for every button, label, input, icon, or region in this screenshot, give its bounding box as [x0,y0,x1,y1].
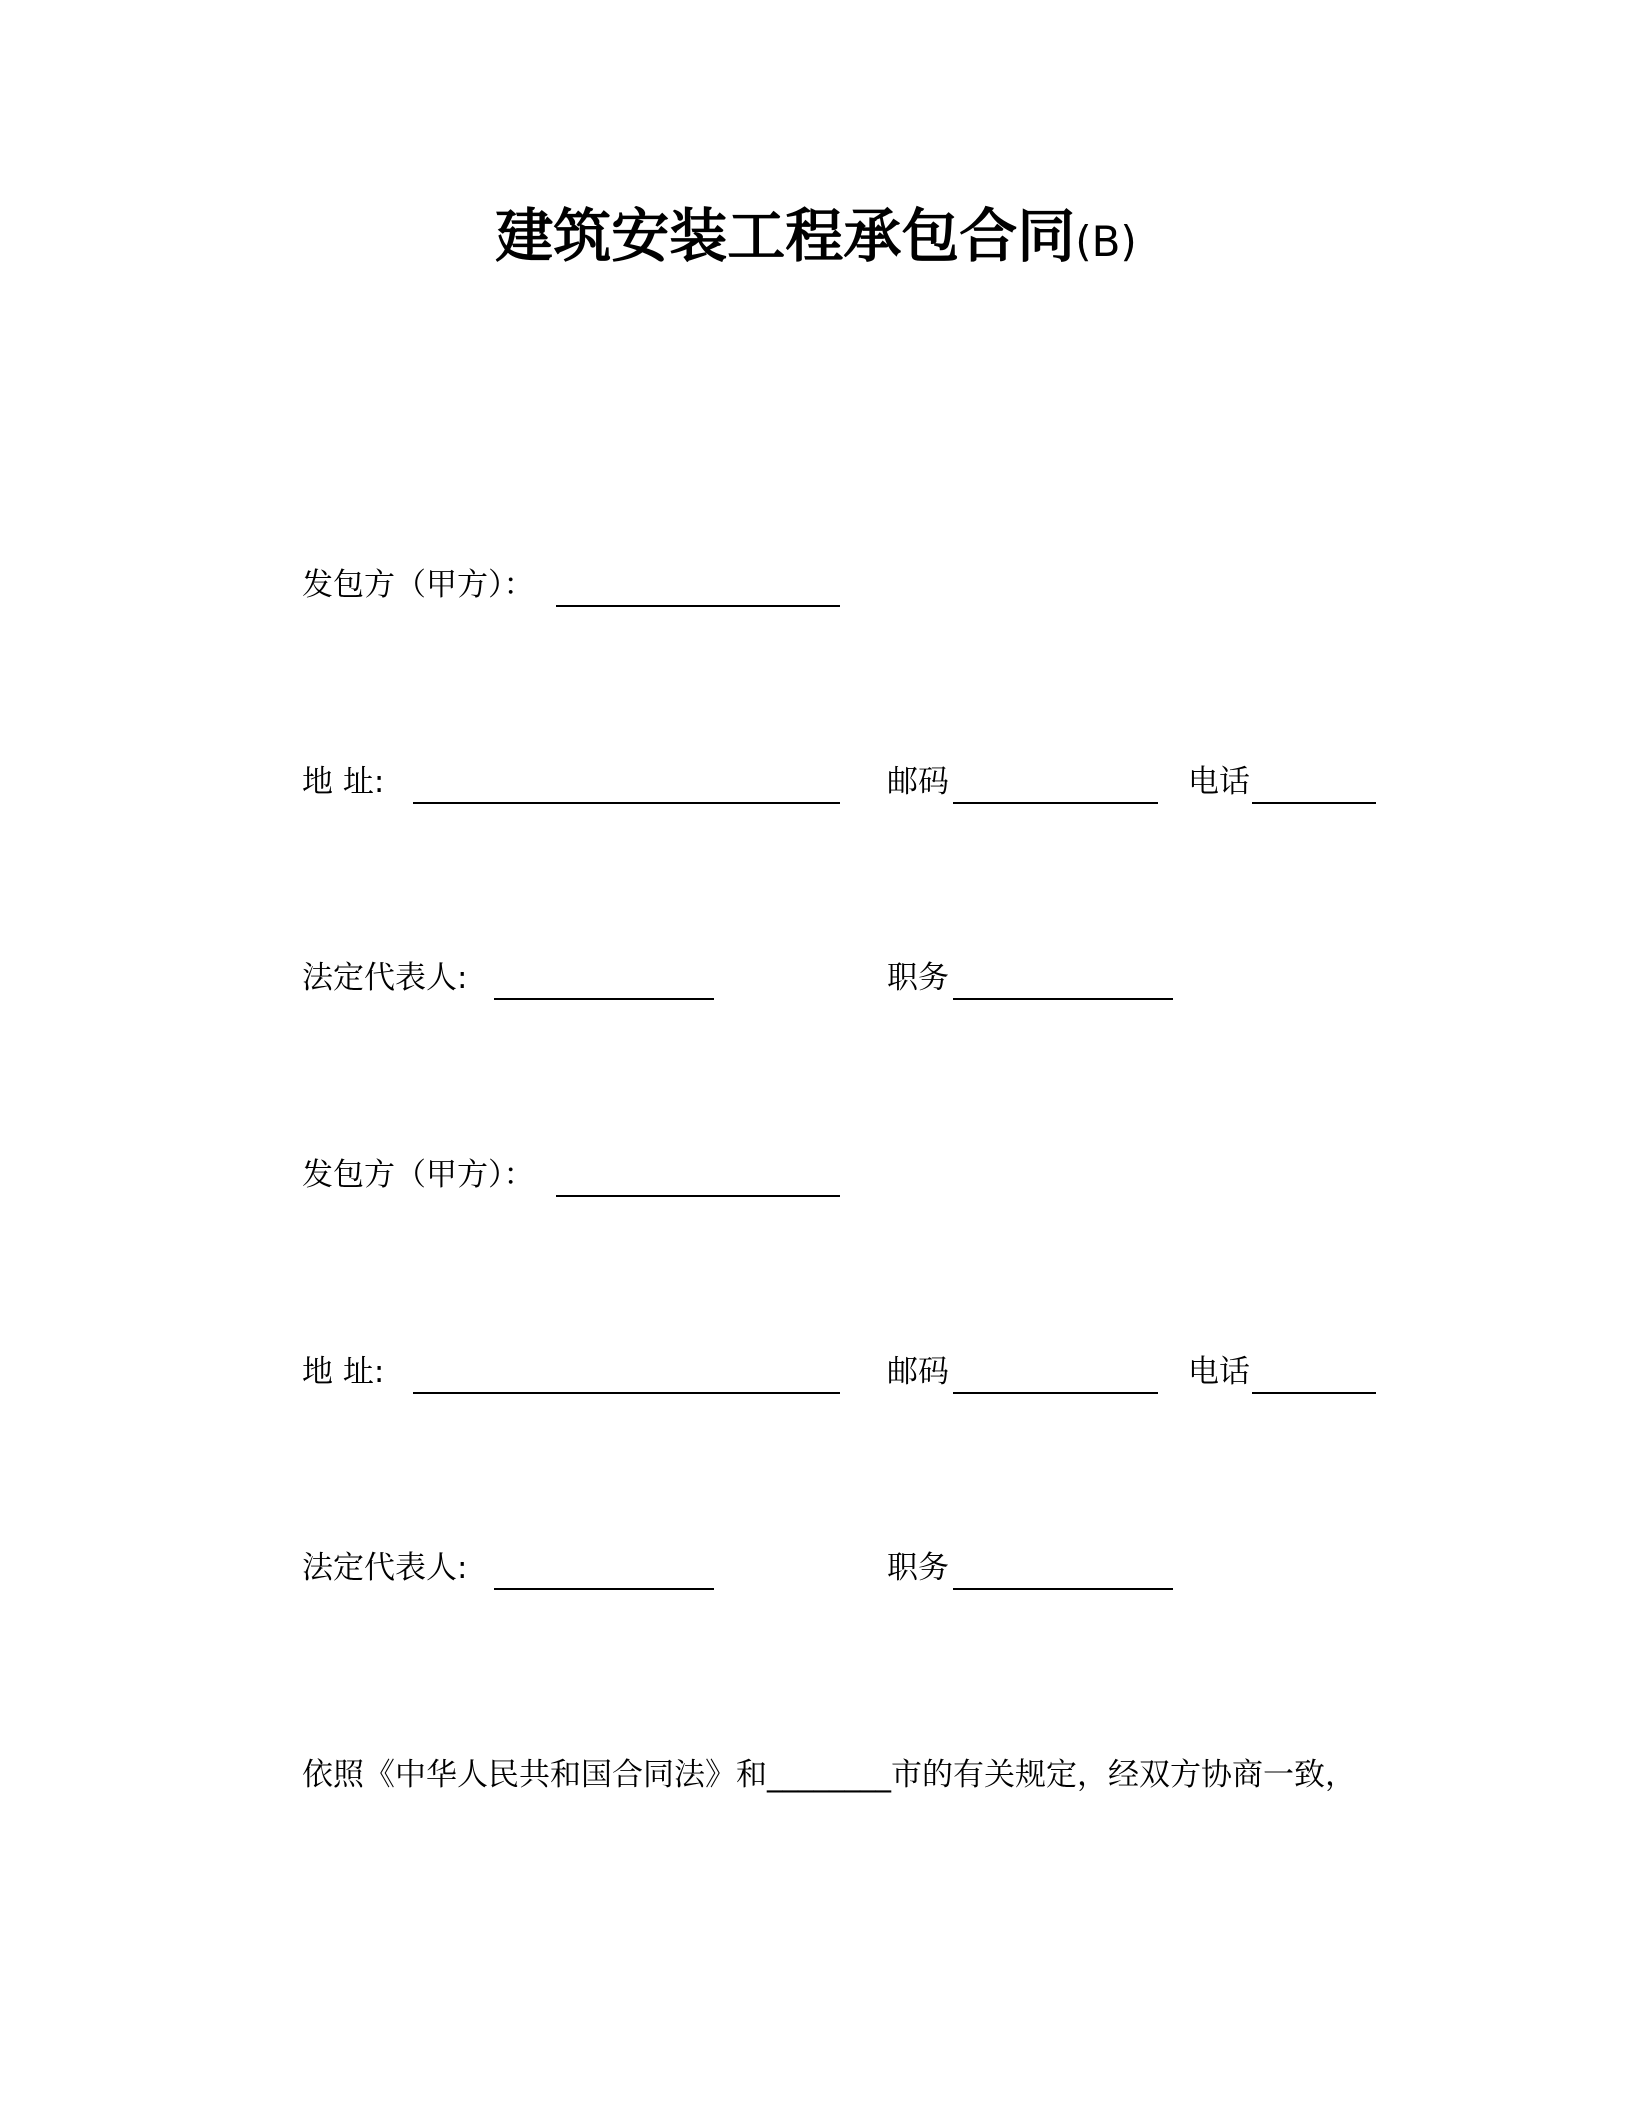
party-a-rep-field[interactable] [494,998,714,1000]
party-b-postcode-label: 邮码 [887,1354,949,1390]
party-a-address-row [0,762,1632,812]
party-b-name-row [0,1155,1632,1205]
title-suffix: (B) [1075,217,1137,266]
party-b-position-label: 职务 [887,1550,949,1586]
party-a-address-label: 地 址: [302,764,385,800]
party-b-label: 发包方（甲方）： [302,1157,535,1193]
party-b-address-row [0,1352,1632,1402]
party-a-postcode-label: 邮码 [887,764,949,800]
party-b-rep-label: 法定代表人: [302,1550,468,1586]
document-title [0,200,1632,278]
contract-intro-paragraph: 依照《中华人民共和国合同法》和________市的有关规定，经双方协商一致， [302,1757,1356,1793]
party-a-rep-row [0,958,1632,1008]
party-b-address-label: 地 址: [302,1354,385,1390]
party-a-postcode-field[interactable] [953,802,1158,804]
title-text: 建筑安装工程承包合同 [495,202,1076,270]
party-a-name-field[interactable] [556,605,840,607]
party-b-rep-row [0,1548,1632,1598]
party-b-address-field[interactable] [413,1392,840,1394]
party-a-rep-label: 法定代表人: [302,960,468,996]
party-a-label: 发包方（甲方）： [302,567,535,603]
party-a-address-field[interactable] [413,802,840,804]
party-b-rep-field[interactable] [494,1588,714,1590]
party-b-position-field[interactable] [953,1588,1173,1590]
party-b-phone-field[interactable] [1252,1392,1376,1394]
party-b-name-field[interactable] [556,1195,840,1197]
party-a-phone-field[interactable] [1252,802,1376,804]
party-a-position-label: 职务 [887,960,949,996]
party-b-phone-label: 电话 [1188,1354,1250,1390]
party-b-postcode-field[interactable] [953,1392,1158,1394]
party-a-name-row [0,565,1632,615]
party-a-position-field[interactable] [953,998,1173,1000]
party-a-phone-label: 电话 [1188,764,1250,800]
